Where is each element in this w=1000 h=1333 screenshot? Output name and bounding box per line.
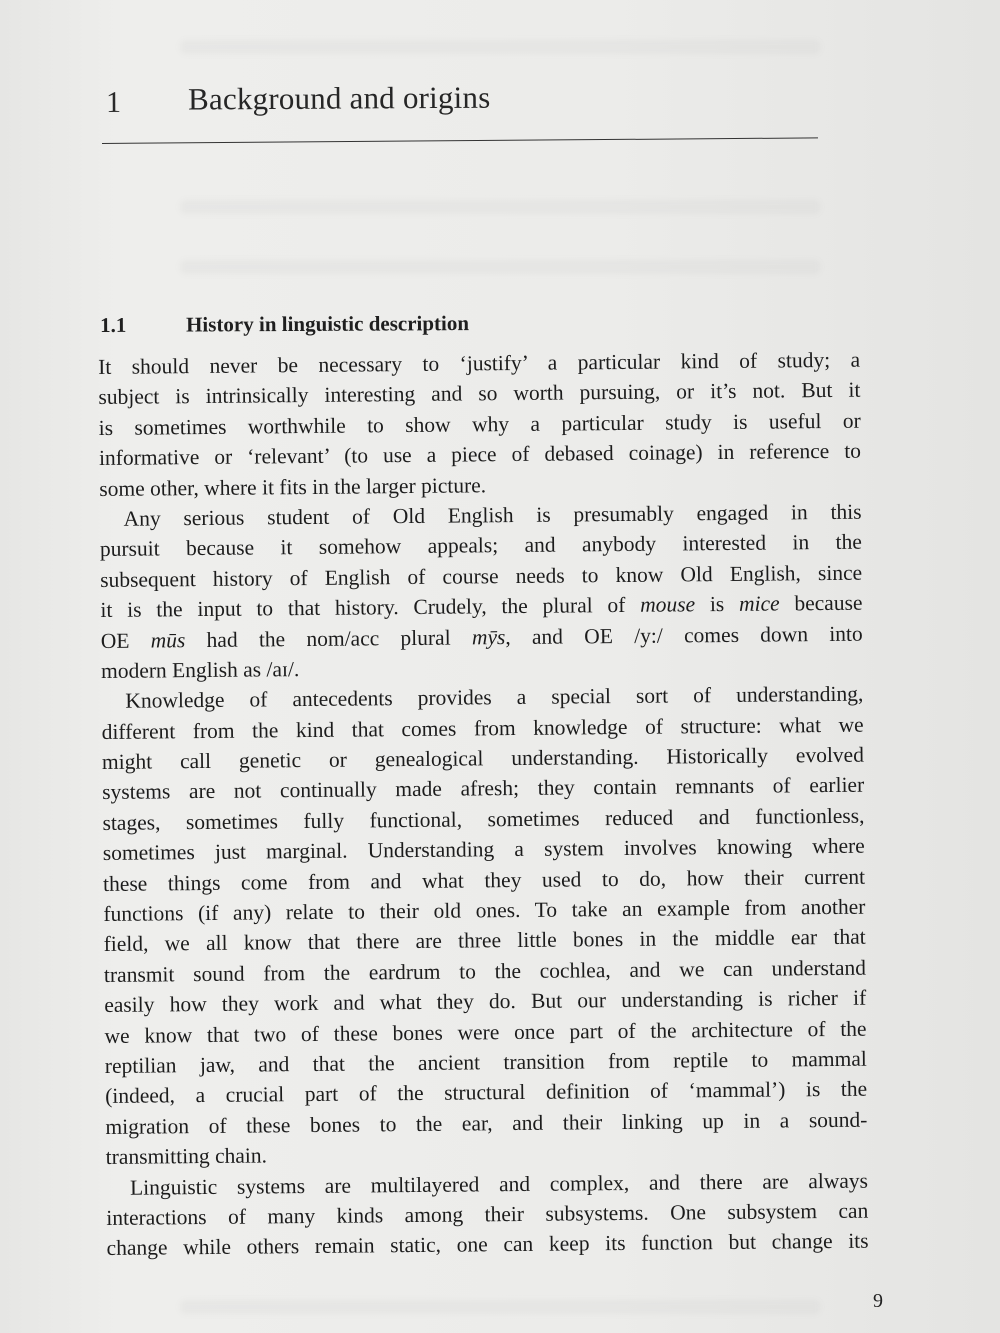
text-line: Any serious student of Old English is presumably engaged in this (123, 499, 862, 531)
text-line: Linguistic systems are multilayered and complex, and there are always (129, 1168, 869, 1200)
text-line: Knowledge of antecedents provides a special sort of understanding, (125, 681, 864, 714)
text-line: change while others remain static, one can keep its function but change its (106, 1228, 869, 1261)
italic-word: mūs (150, 627, 186, 653)
section-title: History in linguistic description (185, 311, 470, 337)
chapter-rule-divider (102, 137, 818, 144)
text-line: It should never be necessary to ‘justify’ a particular kind of study; a (98, 347, 861, 379)
chapter-number: 1 (106, 85, 122, 119)
text-run: is (694, 591, 740, 617)
text-line: field, we all know that there are three little bones in the middle ear that (103, 925, 866, 957)
text-line: different from the kind that comes from knowledge of structure: what we (101, 712, 864, 744)
text-line: informative or ‘relevant’ (to use a piece of debased coinage) in reference to (98, 438, 862, 471)
text-line: easily how they work and what they do. But our understanding is richer if (104, 985, 867, 1018)
show-through-text (180, 40, 820, 54)
paragraph (99, 497, 863, 687)
text-line: transmit sound from the eardrum to the cochlea, and we can understand (103, 955, 867, 987)
show-through-text (180, 260, 820, 274)
text-line: systems are not continually made afresh; they contain remnants of earlier (102, 773, 865, 805)
italic-word: mȳs (471, 624, 506, 649)
text-run: because (779, 590, 863, 616)
text-line: might call genetic or genealogical understanding. Historically evolved (101, 742, 865, 775)
text-line: these things come from and what they used to do, how their current (102, 864, 866, 896)
text-line: subject is intrinsically interesting and so worth pursuing, or it’s not. But it (98, 378, 861, 410)
italic-word: mouse (640, 592, 696, 617)
text-line: functions (if any) relate to their old ones. To take an example from another (103, 894, 866, 927)
text-line: sometimes just marginal. Understanding a system involves knowing where (102, 833, 865, 866)
text-line: pursuit because it somehow appeals; and anybody interested in the (99, 530, 862, 562)
italic-word: mice (738, 591, 780, 616)
text-line: migration of these bones to the ear, and their linking up in a sound- (105, 1107, 868, 1139)
body-text (98, 345, 869, 1264)
paragraph (106, 1165, 869, 1263)
text-line: subsequent history of English of course needs to know Old English, since (100, 560, 863, 592)
paragraph (98, 345, 861, 504)
text-line: (indeed, a crucial part of the structural definition of ‘mammal’) is the (105, 1077, 868, 1109)
section-number: 1.1 (100, 312, 127, 337)
page-number: 9 (873, 1290, 883, 1312)
text-line: transmitting chain. (105, 1143, 268, 1170)
text-line: modern English as /aɪ/. (100, 656, 300, 683)
paragraph (101, 679, 868, 1173)
text-line: interactions of many kinds among their subsystems. One subsystem can (106, 1198, 869, 1230)
text-run: it is the input to that history. Crudely, the plural of (100, 592, 641, 623)
section-heading (100, 309, 800, 338)
text-line: is sometimes worthwhile to show why a particular study is useful or (98, 408, 861, 440)
text-line: stages, sometimes fully functional, sometimes reduced and functionless, (102, 803, 865, 835)
show-through-text (180, 1300, 820, 1314)
chapter-title: Background and origins (187, 79, 491, 117)
text-run: , and OE /y:/ comes down into (505, 621, 863, 649)
text-run: had the nom/acc plural (185, 624, 472, 652)
chapter-heading (106, 78, 826, 122)
text-line: reptilian jaw, and that the ancient transition from reptile to mammal (104, 1046, 867, 1078)
show-through-text (180, 200, 820, 214)
text-line: some other, where it fits in the larger picture. (99, 472, 487, 501)
text-run: OE (100, 628, 151, 653)
text-line: we know that two of these bones were once part of the architecture of the (104, 1016, 867, 1048)
